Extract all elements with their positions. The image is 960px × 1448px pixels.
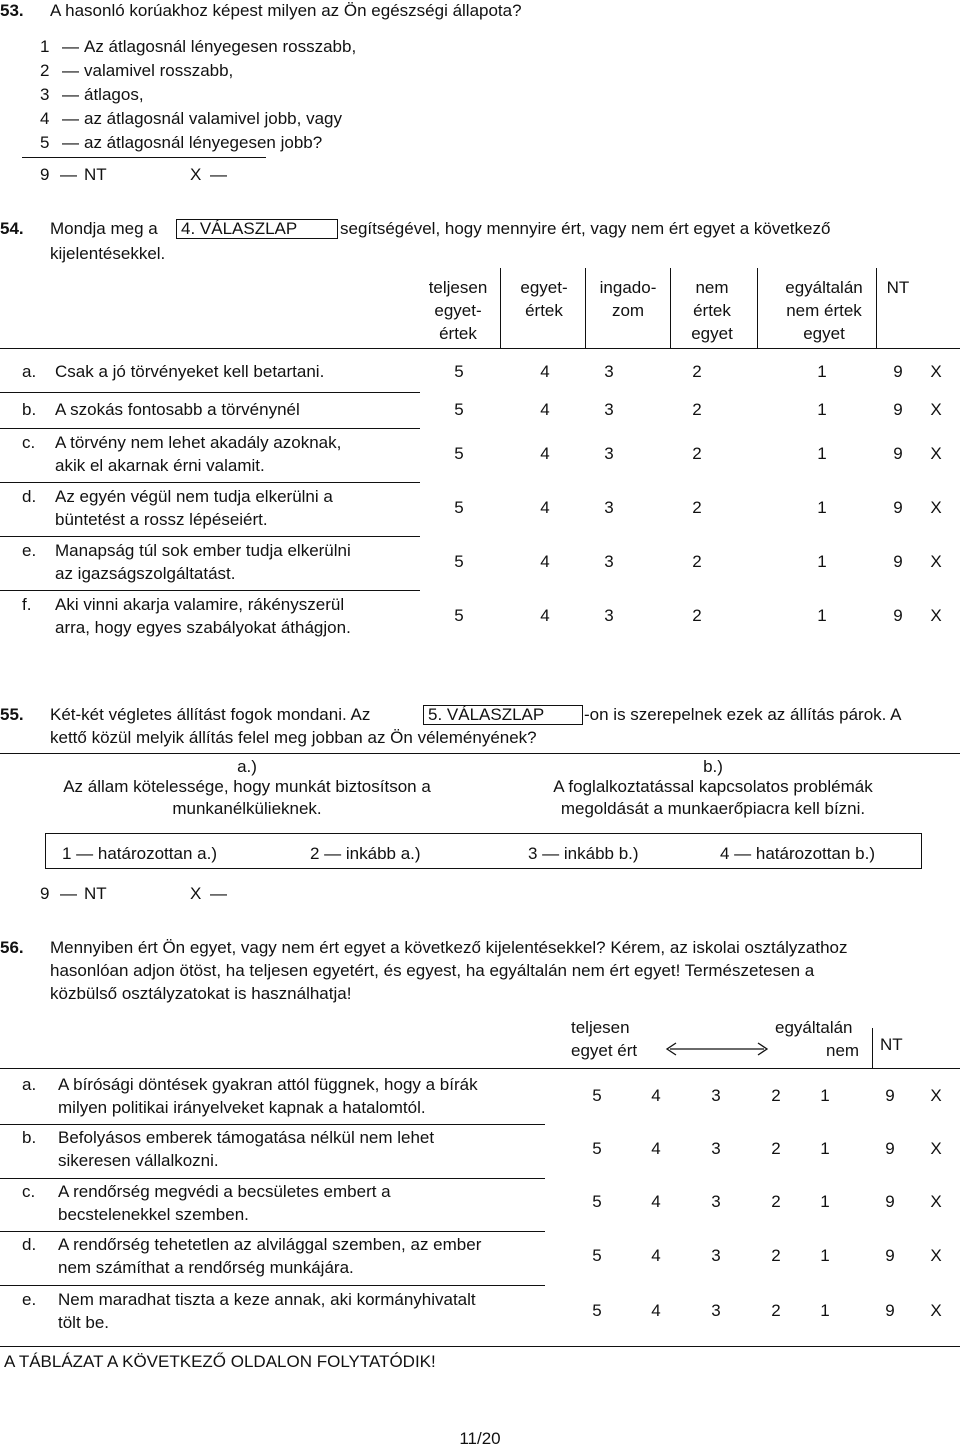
score-option[interactable]: 9 — [893, 400, 903, 419]
score-option[interactable]: 2 — [771, 1139, 781, 1158]
q55-text-line2: kettő közül melyik állítás felel meg jobban az Ön véleményének? — [50, 728, 537, 747]
option-text: átlagos, — [84, 85, 144, 104]
option-dash: — — [62, 133, 79, 152]
q55-choice-2[interactable]: 2 — inkább a.) — [310, 844, 421, 863]
q56-head-right-1: egyáltalán — [775, 1018, 853, 1037]
score-option[interactable]: 5 — [592, 1139, 602, 1158]
q54-header-divider — [0, 348, 960, 349]
q56-number: 56. — [0, 938, 24, 957]
q55-choice-1[interactable]: 1 — határozottan a.) — [62, 844, 217, 863]
score-option[interactable]: 3 — [711, 1246, 721, 1265]
score-option[interactable]: 1 — [817, 400, 827, 419]
score-option[interactable]: 5 — [454, 552, 464, 571]
option-text: valamivel rosszabb, — [84, 61, 234, 80]
score-option[interactable]: X — [930, 552, 942, 571]
q55-choice-3[interactable]: 3 — inkább b.) — [528, 844, 639, 863]
score-option[interactable]: 5 — [592, 1301, 602, 1320]
q54-number: 54. — [0, 219, 24, 238]
score-option[interactable]: 4 — [540, 498, 550, 517]
score-option[interactable]: 4 — [651, 1086, 661, 1105]
q55-text-post: -on is szerepelnek ezek az állítás párok. A — [584, 705, 902, 724]
score-option[interactable]: 1 — [820, 1301, 830, 1320]
x-dash: — — [210, 884, 227, 903]
score-option[interactable]: X — [930, 1139, 942, 1158]
score-option[interactable]: 3 — [604, 444, 614, 463]
q55-text-pre: Két-két végletes állítást fogok mondani. Az — [50, 705, 371, 724]
q56-text-line3: közbülső osztályzatokat is használhatja! — [50, 984, 352, 1003]
score-option[interactable]: 9 — [885, 1086, 895, 1105]
double-arrow-icon — [664, 1042, 770, 1056]
score-option[interactable]: 1 — [820, 1086, 830, 1105]
score-option[interactable]: 1 — [817, 606, 827, 625]
q55-answer-sheet-box: 5. VÁLASZLAP — [423, 705, 583, 725]
score-option[interactable]: 9 — [885, 1192, 895, 1211]
option-dash: — — [60, 884, 77, 903]
option-text: Az átlagosnál lényegesen rosszabb, — [84, 37, 357, 56]
score-option[interactable]: 1 — [817, 498, 827, 517]
score-option[interactable]: 1 — [820, 1192, 830, 1211]
option-dash: — — [62, 37, 79, 56]
q56-head-nt: NT — [880, 1035, 903, 1054]
q55-number: 55. — [0, 705, 24, 724]
option-dash: — — [60, 165, 77, 184]
score-option[interactable]: 3 — [604, 362, 614, 381]
option-code: 4 — [40, 109, 50, 128]
nt-label: NT — [84, 165, 107, 184]
q55-statement-b-line2: megoldását a munkaerőpiacra kell bízni. — [560, 799, 866, 818]
score-option[interactable]: 9 — [893, 362, 903, 381]
page-number: 11/20 — [459, 1429, 501, 1448]
q53-separator-line — [22, 157, 266, 158]
q53-question: A hasonló korúakhoz képest milyen az Ön egészségi állapota? — [50, 1, 522, 20]
option-text: az átlagosnál lényegesen jobb? — [84, 133, 323, 152]
option-dash: — — [62, 85, 79, 104]
option-code: 1 — [40, 37, 50, 56]
score-option[interactable]: 2 — [692, 362, 702, 381]
score-option[interactable]: X — [930, 400, 942, 419]
score-option[interactable]: 2 — [771, 1246, 781, 1265]
q54-text-pre: Mondja meg a — [50, 219, 158, 238]
score-option[interactable]: X — [930, 1192, 942, 1211]
score-option[interactable]: 9 — [893, 444, 903, 463]
option-code: 2 — [40, 61, 50, 80]
score-option[interactable]: 5 — [454, 498, 464, 517]
score-option[interactable]: 4 — [540, 444, 550, 463]
score-option[interactable]: 4 — [540, 552, 550, 571]
score-option[interactable]: 1 — [817, 362, 827, 381]
score-option[interactable]: 3 — [711, 1301, 721, 1320]
score-option[interactable]: 3 — [711, 1086, 721, 1105]
score-option[interactable]: 1 — [820, 1246, 830, 1265]
score-option[interactable]: 3 — [604, 498, 614, 517]
q55-statement-a-label: a.) — [237, 757, 257, 776]
score-option[interactable]: X — [930, 1301, 942, 1320]
score-option[interactable]: 5 — [592, 1192, 602, 1211]
score-option[interactable]: X — [930, 498, 942, 517]
score-option[interactable]: 4 — [651, 1192, 661, 1211]
score-option[interactable]: 9 — [893, 606, 903, 625]
score-option[interactable]: X — [930, 1086, 942, 1105]
option-code: 9 — [40, 884, 50, 903]
x-label: X — [190, 165, 202, 184]
score-option[interactable]: 5 — [454, 606, 464, 625]
q56-header-divider — [0, 1068, 960, 1069]
score-option[interactable]: 9 — [893, 498, 903, 517]
q54-text-line2: kijelentésekkel. — [50, 244, 166, 263]
score-option[interactable]: 3 — [711, 1139, 721, 1158]
score-option[interactable]: 4 — [540, 606, 550, 625]
score-option[interactable]: 1 — [817, 552, 827, 571]
continuation-note: A TÁBLÁZAT A KÖVETKEZŐ OLDALON FOLYTATÓDIK! — [4, 1352, 436, 1371]
score-option[interactable]: 9 — [885, 1139, 895, 1158]
score-option[interactable]: 4 — [651, 1301, 661, 1320]
score-option[interactable]: 1 — [817, 444, 827, 463]
score-option[interactable]: 3 — [604, 606, 614, 625]
q55-statement-b-line1: A foglalkoztatással kapcsolatos problémák — [553, 777, 873, 796]
option-code: 3 — [40, 85, 50, 104]
header-undecided: ingado- zom — [599, 278, 657, 320]
q56-text-line1: Mennyiben ért Ön egyet, vagy nem ért egyet a következő kijelentésekkel? Kérem, az iskolai osztályzathoz — [50, 938, 848, 957]
score-option[interactable]: X — [930, 444, 942, 463]
score-option[interactable]: 2 — [771, 1086, 781, 1105]
q54-answer-sheet-box: 4. VÁLASZLAP — [176, 219, 338, 239]
q55-statement-a-line2: munkanélkülieknek. — [172, 799, 322, 818]
option-dash: — — [62, 61, 79, 80]
x-dash: — — [210, 165, 227, 184]
score-option[interactable]: 2 — [692, 444, 702, 463]
score-option[interactable]: 5 — [592, 1086, 602, 1105]
option-code: 5 — [40, 133, 50, 152]
score-option[interactable]: 2 — [771, 1301, 781, 1320]
score-option[interactable]: 4 — [651, 1246, 661, 1265]
score-option[interactable]: X — [930, 1246, 942, 1265]
score-option[interactable]: 3 — [711, 1192, 721, 1211]
score-option[interactable]: 4 — [540, 362, 550, 381]
score-option[interactable]: 9 — [885, 1301, 895, 1320]
score-option[interactable]: 9 — [885, 1246, 895, 1265]
header-disagree: nem értek egyet — [691, 278, 733, 343]
score-option[interactable]: X — [930, 362, 942, 381]
header-agree: egyet- értek — [520, 278, 568, 320]
option-dash: — — [62, 109, 79, 128]
option-code: 9 — [40, 165, 50, 184]
q54-text-post: segítségével, hogy mennyire ért, vagy nem ért egyet a következő — [340, 219, 831, 238]
q55-statement-b-label: b.) — [703, 757, 723, 776]
nt-label: NT — [84, 884, 107, 903]
score-option[interactable]: 3 — [604, 400, 614, 419]
score-option[interactable]: 4 — [540, 400, 550, 419]
score-option[interactable]: 2 — [692, 606, 702, 625]
score-option[interactable]: 2 — [771, 1192, 781, 1211]
header-strongly-disagree: egyáltalán nem értek egyet — [785, 278, 863, 343]
q56-head-right-2: nem — [826, 1041, 860, 1060]
header-fully-agree: teljesen egyet- értek — [428, 278, 488, 343]
score-option[interactable]: 2 — [692, 400, 702, 419]
x-label: X — [190, 884, 202, 903]
score-option[interactable]: X — [930, 606, 942, 625]
q55-choice-4[interactable]: 4 — határozottan b.) — [720, 844, 875, 863]
header-nt: NT — [886, 278, 910, 297]
q56-head-left-1: teljesen — [571, 1018, 630, 1037]
score-option[interactable]: 5 — [454, 362, 464, 381]
q55-statement-a-line1: Az állam kötelessége, hogy munkát biztosítson a — [63, 777, 431, 796]
score-option[interactable]: 2 — [692, 498, 702, 517]
score-option[interactable]: 3 — [604, 552, 614, 571]
score-option[interactable]: 5 — [454, 444, 464, 463]
score-option[interactable]: 2 — [692, 552, 702, 571]
q56-text-line2: hasonlóan adjon ötöst, ha teljesen egyetért, és egyest, ha egyáltalán nem ért egyet! Természetesen a — [50, 961, 815, 980]
q53-number: 53. — [0, 1, 24, 20]
option-text: az átlagosnál valamivel jobb, vagy — [84, 109, 342, 128]
score-option[interactable]: 4 — [651, 1139, 661, 1158]
score-option[interactable]: 1 — [820, 1139, 830, 1158]
score-option[interactable]: 5 — [454, 400, 464, 419]
score-option[interactable]: 5 — [592, 1246, 602, 1265]
q56-head-left-2: egyet ért — [571, 1041, 638, 1060]
score-option[interactable]: 9 — [893, 552, 903, 571]
